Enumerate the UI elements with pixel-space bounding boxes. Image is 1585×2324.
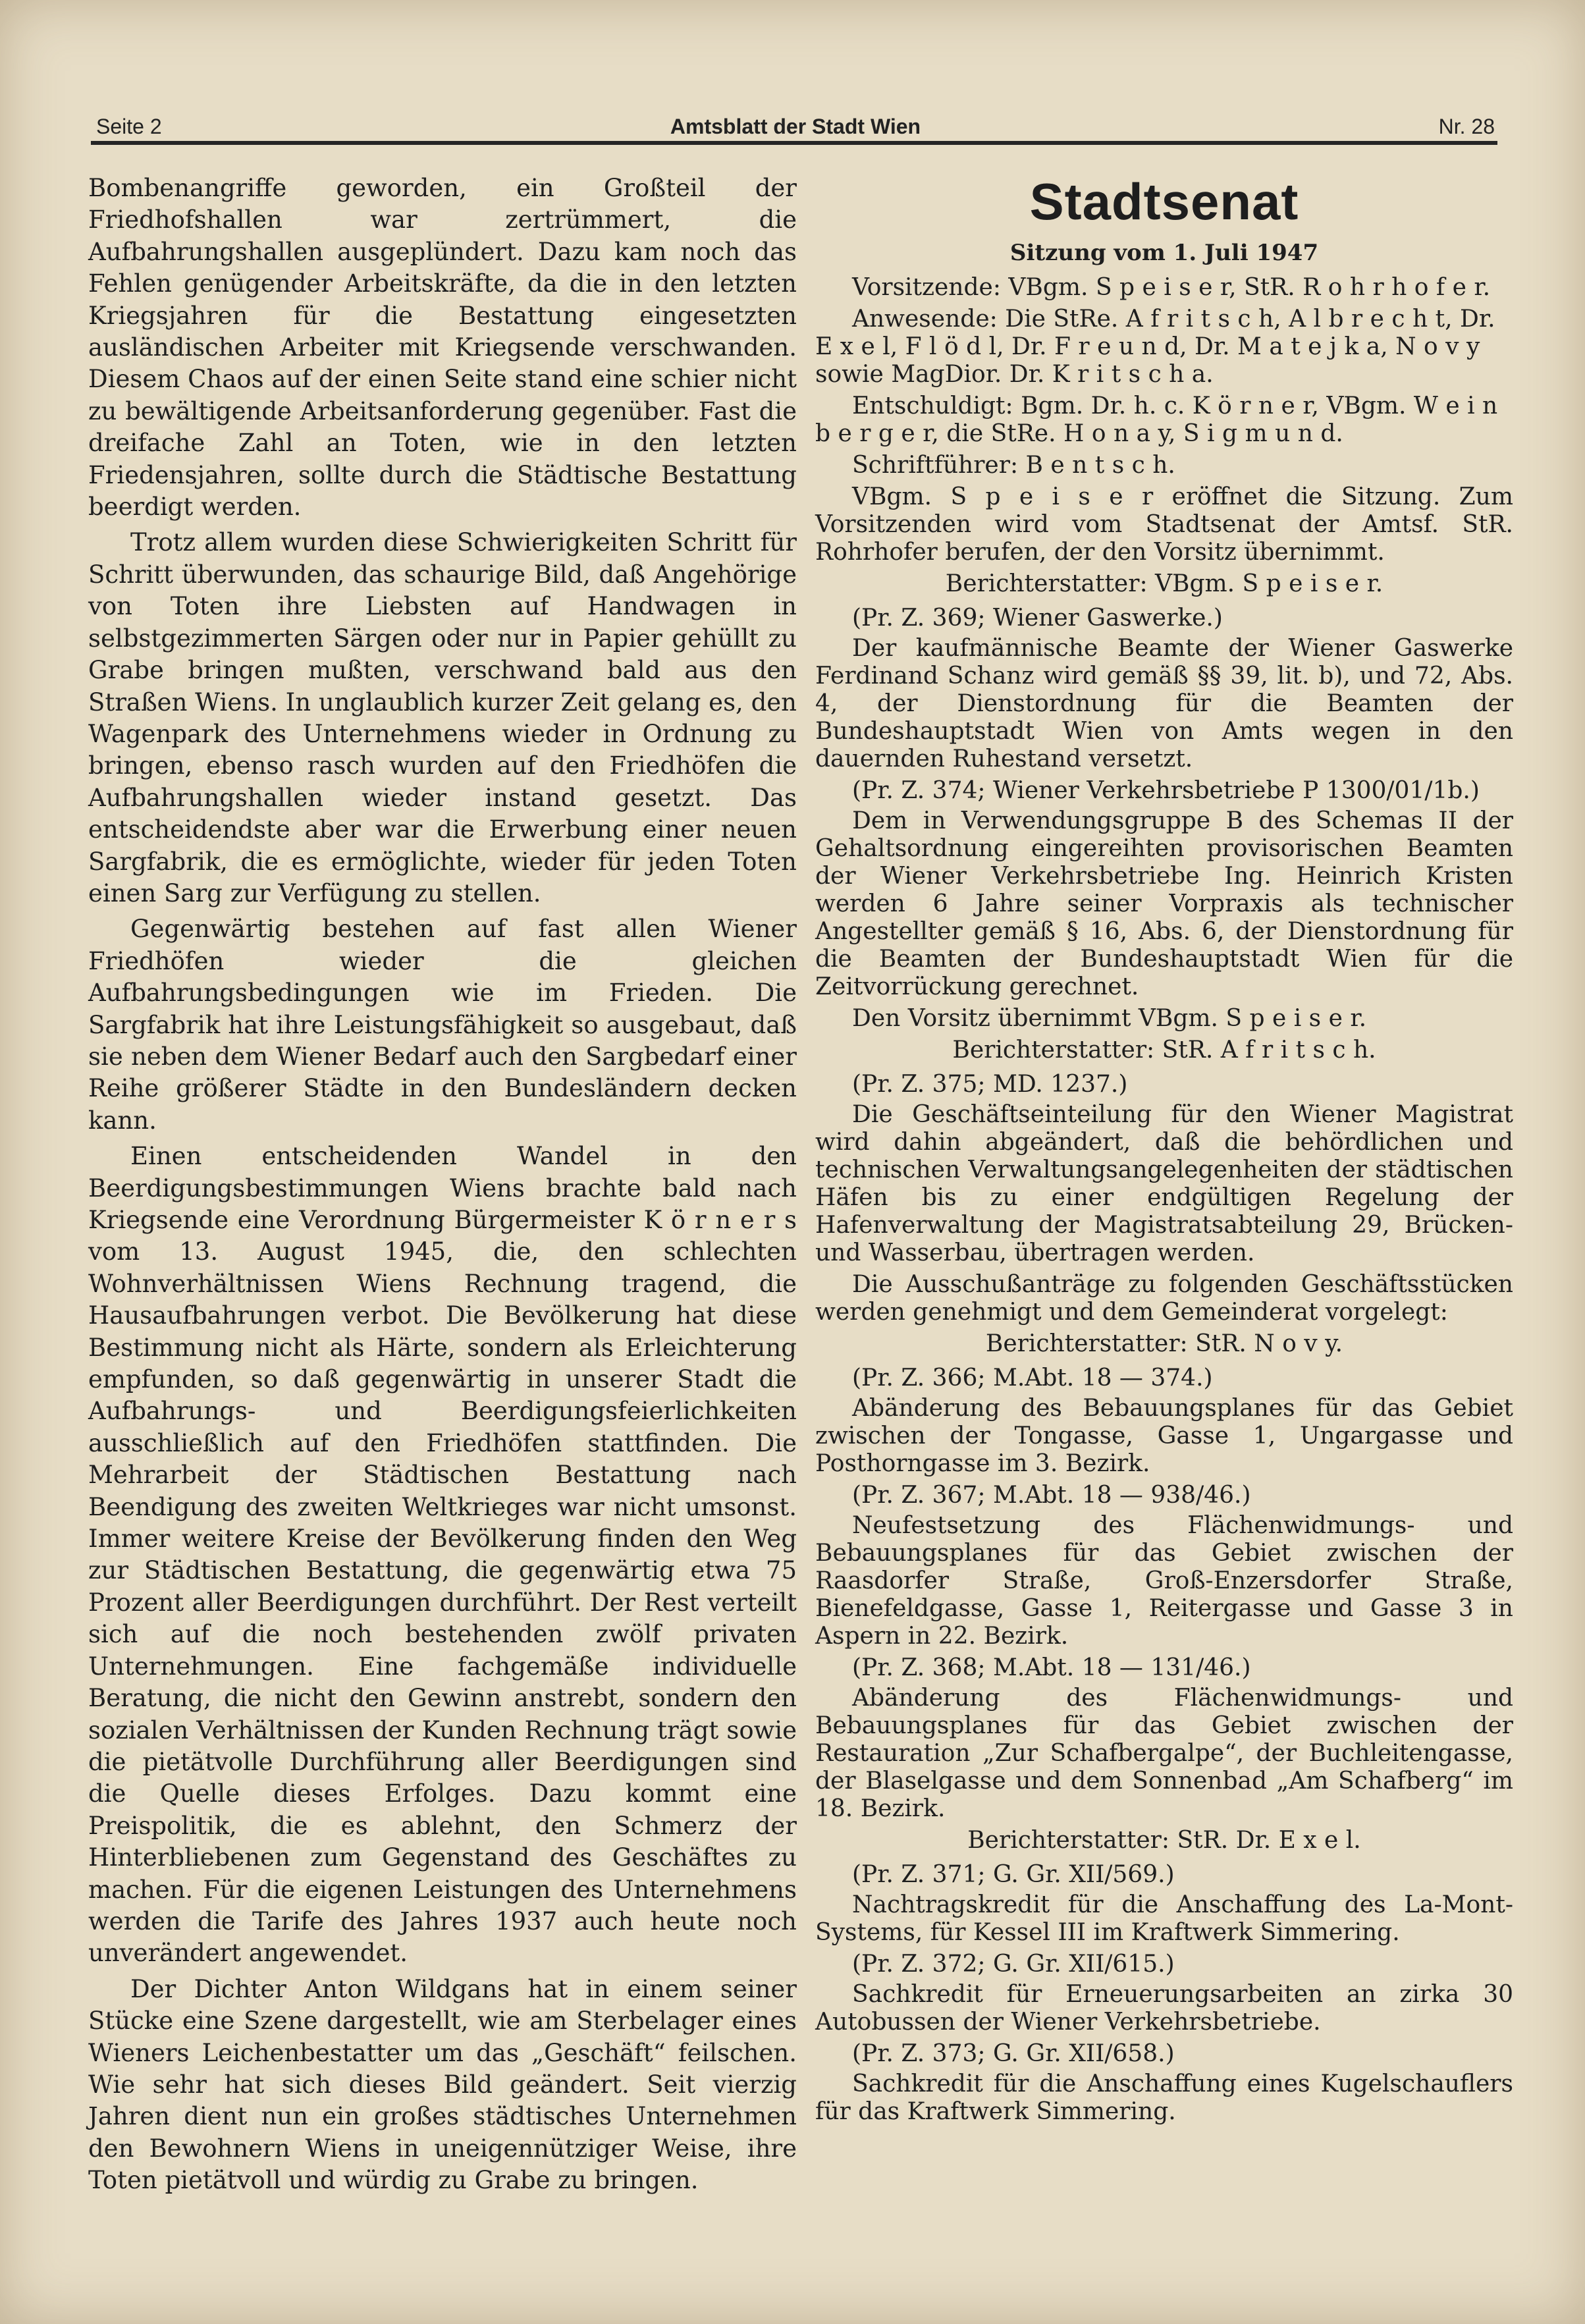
item-text: Neufestsetzung des Flächenwidmungs- und Bebauungsplanes für das Gebiet zwischen der Raasdorfer Straße, Groß-Enzersdorfer Straße, Bienefeldgasse, Gasse 1, Reitergasse und Gasse 3 in Aspern in 22. Bezirk. [815, 1512, 1513, 1650]
item-text: Der kaufmännische Beamte der Wiener Gaswerke Ferdinand Schanz wird gemäß §§ 39, lit. b), und 72, Abs. 4, der Dienstordnung für die Beamten der Bundeshauptstadt Wien von Amts wegen in den dauernden Ruhestand versetzt. [815, 635, 1513, 772]
secretary-text: B e n t s c h. [1025, 452, 1175, 479]
reporter-heading: Berichterstatter: StR. N o v y. [985, 1330, 1343, 1357]
item-text: Nachtragskredit für die Anschaffung des La-Mont-Systems, für Kessel III im Kraftwerk Simmering. [815, 1891, 1513, 1946]
left-column [88, 173, 797, 2324]
excused-line [815, 392, 1513, 448]
presiding-line [815, 274, 1513, 302]
item-reference: (Pr. Z. 368; M.Abt. 18 — 131/46.) [852, 1654, 1251, 1681]
opening-text: VBgm. S p e i s e r eröffnet die Sitzung. Zum Vorsitzenden wird vom Stadtsenat der Amtsf. StR. Rohrhofer berufen, der den Vorsitz übernimmt. [815, 483, 1513, 566]
paragraph: Einen entscheidenden Wandel in den Beerdigungsbestimmungen Wiens brachte bald nach Kriegsende eine Verordnung Bürgermeister K ö r n e r s vom 13. August 1945, die, den schlechten Wohnverhältnissen Wiens Rechnung tragend, die Hausaufbahrungen verbot. Die Bevölkerung hat diese Bestimmung nicht als Härte, sondern als Erleichterung empfunden, so daß gegenwärtig in unserer Stadt die Aufbahrungs- und Beerdigungsfeierlichkeiten ausschließlich auf den Friedhöfen stattfinden. Die Mehrarbeit der Städtischen Bestattung nach Beendigung des zweiten Weltkrieges war nicht umsonst. Immer weitere Kreise der Bevölkerung finden den Weg zur Städtischen Bestattung, die gegenwärtig etwa 75 Prozent aller Beerdigungen durchführt. Der Rest verteilt sich auf die noch bestehenden zwölf privaten Unternehmungen. Eine fachgemäße individuelle Beratung, die nicht den Gewinn anstrebt, sondern den sozialen Verhältnissen der Kunden Rechnung trägt sowie die pietätvolle Durchführung aller Beerdigungen sind die Quelle dieses Erfolges. Dazu kommt eine Preispolitik, die es ablehnt, den Schmerz der Hinterbliebenen zum Gegenstand des Geschäftes zu machen. Für die eigenen Leistungen des Unternehmens werden die Tarife des Jahres 1937 auch heute noch unverändert angewendet. [88, 1142, 797, 1968]
item-reference: (Pr. Z. 371; G. Gr. XII/569.) [852, 1861, 1175, 1888]
present-text: Die StRe. A f r i t s c h, A l b r e c h t, Dr. E x e l, F l ö d l, Dr. F r e u n d, Dr. M a t e j k a, N o v y sowie MagDior. Dr. K r i t s c h a. [815, 306, 1495, 388]
header-rule [91, 141, 1497, 145]
excused-label: Entschuldigt: [852, 392, 1013, 419]
page-number: Seite 2 [96, 115, 162, 138]
present-label: Anwesende: [852, 306, 998, 333]
reporter-heading: Berichterstatter: StR. Dr. E x e l. [967, 1827, 1361, 1854]
present-line [815, 306, 1513, 389]
item-text: Dem in Verwendungsgruppe B des Schemas II der Gehaltsordnung eingereihten provisorischen Beamten der Wiener Verkehrsbetriebe Ing. Heinrich Kristen werden 6 Jahre seiner Vorpraxis als technischer Angestellter gemäß § 16, Abs. 6, der Dienstordnung für die Beamten der Bundeshauptstadt Wien für die Zeitvorrückung gerechnet. [815, 807, 1513, 1000]
presiding-label: Vorsitzende: [852, 274, 1001, 301]
paragraph: Trotz allem wurden diese Schwierigkeiten Schritt für Schritt überwunden, das schaurige Bild, daß Angehörige von Toten ihre Liebsten auf Handwagen in selbstgezimmerten Särgen oder nur in Papier gehüllt zu Grabe bringen mußten, verschwand bald aus den Straßen Wiens. In unglaublich kurzer Zeit gelang es, den Wagenpark des Unternehmens wieder in Ordnung zu bringen, ebenso rasch wurden auf den Friedhöfen die Aufbahrungshallen wieder instand gesetzt. Das entscheidendste aber war die Erwerbung einer neuen Sargfabrik, die es ermöglichte, wieder für jeden Toten einen Sarg zur Verfügung zu stellen. [88, 528, 797, 907]
item-text: Abänderung des Flächenwidmungs- und Bebauungsplanes für das Gebiet zwischen der Restauration „Zur Schafbergalpe“, der Buchleitengasse, der Blaselgasse und dem Sonnenbad „Am Schafberg“ im 18. Bezirk. [815, 1685, 1513, 1822]
secretary-line [815, 452, 1513, 479]
item-reference: (Pr. Z. 373; G. Gr. XII/658.) [852, 2040, 1175, 2067]
item-reference: (Pr. Z. 367; M.Abt. 18 — 938/46.) [852, 1482, 1251, 1509]
excused-text: Bgm. Dr. h. c. K ö r n e r, VBgm. W e i n b e r g e r, die StRe. H o n a y, S i g m u n d. [815, 392, 1498, 447]
publication-title: Amtsblatt der Stadt Wien [670, 115, 921, 138]
issue-number: Nr. 28 [1438, 115, 1495, 138]
session-date: Sitzung vom 1. Juli 1947 [1009, 240, 1319, 266]
reporter-heading: Berichterstatter: VBgm. S p e i s e r. [945, 570, 1384, 597]
presiding-text: VBgm. S p e i s e r, StR. R o h r h o f e r. [1008, 274, 1491, 301]
paragraph: Der Dichter Anton Wildgans hat in einem seiner Stücke eine Szene dargestellt, wie am Sterbelager eines Wieners Leichenbestatter um das „Geschäft“ feilschen. Wie sehr hat sich dieses Bild geändert. Seit vierzig Jahren dient nun ein großes städtisches Unternehmen den Bewohnern Wiens in uneigennütziger Weise, ihre Toten pietätvoll und würdig zu Grabe zu bringen. [88, 1974, 797, 2195]
paragraph: Gegenwärtig bestehen auf fast allen Wiener Friedhöfen wieder die gleichen Aufbahrungsbedingungen wie im Frieden. Die Sargfabrik hat ihre Leistungsfähigkeit so ausgebaut, daß sie neben dem Wiener Bedarf auch den Sargbedarf einer Reihe größerer Städte in den Bundesländern decken kann. [88, 915, 797, 1135]
reporter-heading: Berichterstatter: StR. A f r i t s c h. [952, 1037, 1376, 1064]
paragraph: Bombenangriffe geworden, ein Großteil der Friedhofshallen war zertrümmert, die Aufbahrungshallen ausgeplündert. Dazu kam noch das Fehlen genügender Arbeitskräfte, da die in den letzten Kriegsjahren für die Bestattung eingesetzten ausländischen Arbeiter mit Kriegsende verschwanden. Diesem Chaos auf der einen Seite stand eine schier nicht zu bewältigende Arbeitsanforderung gegenüber. Fast die dreifache Zahl an Toten, wie in den letzten Friedensjahren, sollte durch die Städtische Bestattung beerdigt werden. [88, 174, 797, 522]
committee-note: Die Ausschußanträge zu folgenden Geschäftsstücken werden genehmigt und dem Gemeinderat vorgelegt: [815, 1271, 1513, 1326]
item-reference: (Pr. Z. 375; MD. 1237.) [852, 1071, 1128, 1098]
right-column [815, 173, 1513, 2324]
item-reference: (Pr. Z. 374; Wiener Verkehrsbetriebe P 1300/01/1b.) [852, 777, 1480, 804]
page-header [96, 111, 1495, 144]
item-reference: (Pr. Z. 369; Wiener Gaswerke.) [852, 605, 1223, 632]
item-reference: (Pr. Z. 366; M.Abt. 18 — 374.) [852, 1365, 1213, 1392]
item-text: Die Geschäftseinteilung für den Wiener Magistrat wird dahin abgeändert, daß die behördlichen und technischen Verwaltungsangelegenheiten der städtischen Häfen bis zu einer endgültigen Regelung der Hafenverwaltung der Magistratsabteilung 29, Brücken- und Wasserbau, übertragen werden. [815, 1101, 1513, 1266]
item-text: Sachkredit für die Anschaffung eines Kugelschauflers für das Kraftwerk Simmering. [815, 2070, 1513, 2125]
chair-change: Den Vorsitz übernimmt VBgm. S p e i s e r. [852, 1005, 1367, 1032]
section-title: Stadtsenat [1029, 173, 1299, 230]
item-text: Sachkredit für Erneuerungsarbeiten an zirka 30 Autobussen der Wiener Verkehrsbetriebe. [815, 1981, 1513, 2036]
item-text: Abänderung des Bebauungsplanes für das Gebiet zwischen der Tongasse, Gasse 1, Ungargasse und Posthorngasse im 3. Bezirk. [815, 1395, 1513, 1477]
item-reference: (Pr. Z. 372; G. Gr. XII/615.) [852, 1951, 1175, 1978]
secretary-label: Schriftführer: [852, 452, 1019, 479]
